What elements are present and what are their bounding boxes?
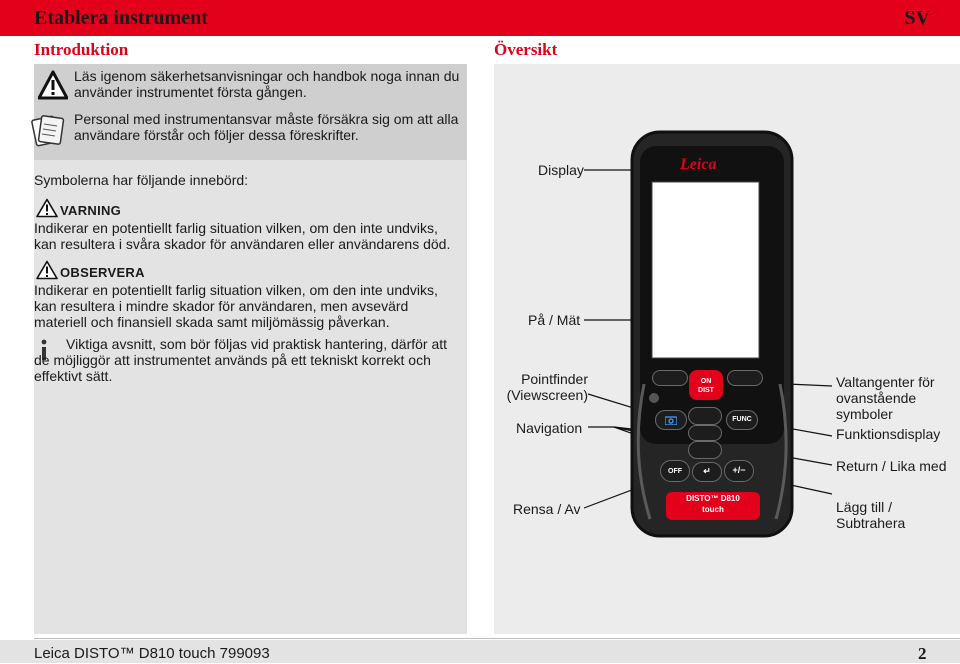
label-function-display: Funktionsdisplay <box>836 426 941 442</box>
manual-book-icon <box>30 112 66 148</box>
device-softkey-right[interactable] <box>727 370 763 386</box>
dist-label: DIST <box>698 387 714 394</box>
language-code: SV <box>904 7 930 29</box>
label-return-equal: Return / Lika med <box>836 458 947 474</box>
caution-description: Indikerar en potentiellt farlig situation vilken, om den inte undviks, kan resultera i mindre skador för användaren, men avsevärd materiell och finansiell skada samt miljömässig påverkan. <box>34 282 438 330</box>
model-line-2: touch <box>702 505 724 514</box>
func-label: FUNC <box>732 416 752 423</box>
footer-page-box <box>928 640 960 663</box>
label-on-measure: På / Mät <box>528 312 581 328</box>
device-model-plate <box>666 493 760 515</box>
nav-center[interactable] <box>688 425 722 441</box>
symbols-intro: Symbolerna har följande innebörd: <box>34 172 249 188</box>
device-on-measure-button[interactable] <box>689 370 723 400</box>
camera-icon <box>665 415 677 425</box>
caution-heading: OBSERVERA <box>60 265 145 280</box>
safety-text-responsibility: Personal med instrumentansvar måste försäkra sig om att alla användare förstår och följer dessa föreskrifter. <box>74 111 459 143</box>
page-number: 2 <box>918 644 927 663</box>
nav-down[interactable] <box>688 441 722 459</box>
warning-heading: VARNING <box>60 203 122 218</box>
footer-divider <box>34 638 960 639</box>
safety-text-read-manual: Läs igenom säkerhetsanvisningar och handbok noga innan du använder instrumentet första gången. <box>74 68 460 100</box>
device-softkey-left[interactable] <box>652 370 688 386</box>
device-return-equal-button[interactable] <box>692 462 722 482</box>
device-clear-off-button[interactable] <box>660 460 690 482</box>
device-illustration <box>494 64 960 634</box>
label-add-subtract: Lägg till / Subtrahera <box>836 499 906 531</box>
plus-minus-icon: +/− <box>732 465 746 475</box>
label-softkeys: Valtangenter för ovanstående symboler <box>836 374 935 422</box>
off-label: OFF <box>668 468 682 475</box>
label-pointfinder: Pointfinder (Viewscreen) <box>506 371 588 403</box>
warning-triangle-icon <box>38 70 68 100</box>
model-line-1: DISTO™ D810 <box>686 494 740 503</box>
warning-description: Indikerar en potentiellt farlig situation vilken, om den inte undviks, kan resultera i svåra skador för användaren eller användarens död. <box>34 220 451 252</box>
device-func-button[interactable] <box>726 410 758 430</box>
device-add-subtract-button[interactable] <box>724 460 754 482</box>
on-label: ON <box>700 378 712 385</box>
caution-icon <box>36 260 58 280</box>
section-title-introduction: Introduktion <box>34 40 129 59</box>
device-pointfinder-button[interactable] <box>655 410 687 430</box>
footer-product-info: Leica DISTO™ D810 touch 799093 <box>34 645 270 662</box>
label-display: Display <box>538 162 584 178</box>
warning-icon <box>36 198 58 218</box>
label-clear-off: Rensa / Av <box>513 501 581 517</box>
device-navigation-pad[interactable] <box>686 405 722 460</box>
device-brand-logo: Leica <box>680 156 717 173</box>
return-icon: ↵ <box>703 466 711 476</box>
label-navigation: Navigation <box>516 420 583 436</box>
page-title: Etablera instrument <box>34 7 208 29</box>
section-title-overview: Översikt <box>494 40 558 59</box>
info-description: Viktiga avsnitt, som bör följas vid praktisk hantering, därför att de möjliggör att instrumentet används på ett tekniskt korrekt och effektivt sätt. <box>34 336 448 384</box>
nav-up[interactable] <box>688 407 722 425</box>
